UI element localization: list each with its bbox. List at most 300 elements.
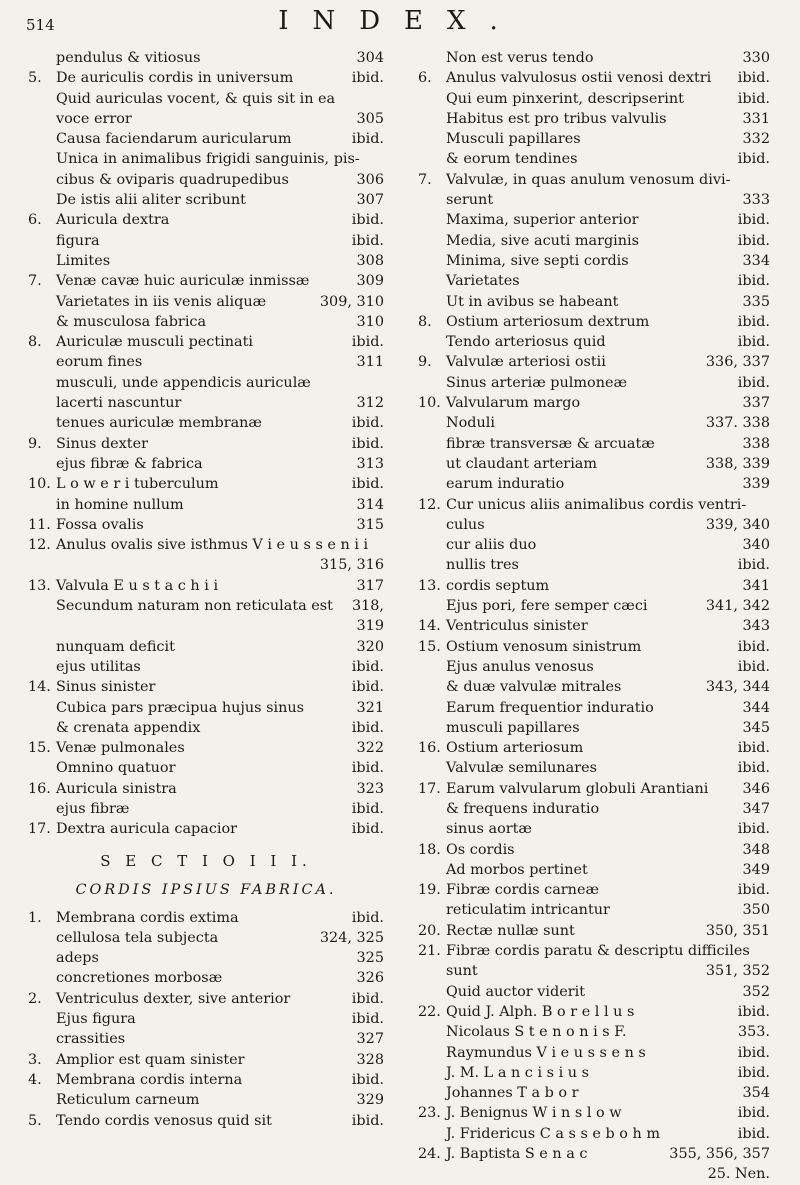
entry-number: 4. <box>28 1071 42 1088</box>
entry-page-ref: ibid. <box>351 131 384 148</box>
entry-text: musculi, unde appendicis auriculæ <box>56 374 311 391</box>
index-entry <box>418 129 770 149</box>
entry-text: Tendo arteriosus quid <box>446 334 606 351</box>
index-entry <box>28 555 384 575</box>
entry-text: Auricula dextra <box>56 212 170 229</box>
entry-text: lacerti nascuntur <box>56 395 182 412</box>
entry-text: crassities <box>56 1031 126 1048</box>
index-entry <box>28 210 384 230</box>
entry-text: & musculosa fabrica <box>56 313 207 330</box>
index-entry <box>418 819 770 839</box>
index-entry <box>418 352 770 372</box>
entry-page-ref: 306 <box>356 171 384 188</box>
entry-text: Ejus figura <box>56 1011 136 1028</box>
index-entry <box>28 332 384 352</box>
entry-page-ref: 339 <box>742 476 770 493</box>
entry-text: adeps <box>56 950 99 967</box>
entry-page-ref: ibid. <box>737 1125 770 1142</box>
entry-number: 17. <box>418 780 441 797</box>
entry-page-ref: ibid. <box>737 557 770 574</box>
entry-page-ref: ibid. <box>737 882 770 899</box>
entry-text: Qui eum pinxerint, descripserint <box>446 90 684 107</box>
entry-text: Limites <box>56 252 111 269</box>
entry-text: cur aliis duo <box>446 537 537 554</box>
entry-page-ref: ibid. <box>737 658 770 675</box>
entry-page-ref: 309 <box>356 273 384 290</box>
entry-text: Ostium venosum sinistrum <box>446 638 642 655</box>
entry-number: 8. <box>28 334 42 351</box>
entry-page-ref: 344 <box>742 699 770 716</box>
index-entry <box>418 921 770 941</box>
entry-page-ref: ibid. <box>737 212 770 229</box>
entry-text: fibræ transversæ & arcuatæ <box>446 435 655 452</box>
index-entry <box>418 616 770 636</box>
entry-page-ref: 334 <box>742 252 770 269</box>
index-entry <box>418 515 770 535</box>
index-entry <box>418 840 770 860</box>
entry-text: Auriculæ musculi pectinati <box>56 334 253 351</box>
entry-text: Ejus anulus venosus <box>446 658 594 675</box>
entry-text: Raymundus V i e u s s e n s <box>446 1044 646 1061</box>
entry-text: Maxima, superior anterior <box>446 212 639 229</box>
index-entry <box>28 535 384 555</box>
entry-text: Ostium arteriosum dextrum <box>446 313 650 330</box>
entry-number: 3. <box>28 1051 42 1068</box>
entry-page-ref: ibid. <box>351 435 384 452</box>
entry-number: 1. <box>28 909 42 926</box>
index-entry <box>28 312 384 332</box>
entry-page-ref: 347 <box>742 800 770 817</box>
entry-text: Membrana cordis extima <box>56 909 239 926</box>
index-entry <box>28 1090 384 1110</box>
index-entry <box>418 576 770 596</box>
index-entry <box>418 941 770 961</box>
entry-text: Auricula sinistra <box>56 780 177 797</box>
right-column <box>418 48 770 1185</box>
entry-number: 19. <box>418 882 441 899</box>
index-entry <box>418 982 770 1002</box>
entry-page-ref: 338, 339 <box>705 455 770 472</box>
index-entry <box>418 474 770 494</box>
entry-text: sunt <box>446 963 478 980</box>
index-entry <box>418 251 770 271</box>
index-entry <box>28 149 384 169</box>
running-head: INDEX. <box>278 6 522 36</box>
index-entry <box>28 819 384 839</box>
entry-number: 14. <box>28 679 51 696</box>
entry-page-ref: 337 <box>742 395 770 412</box>
entry-page-ref: 304 <box>356 50 384 66</box>
index-entry <box>418 292 770 312</box>
index-entry <box>418 332 770 352</box>
entry-text: Nicolaus S t e n o n i s F. <box>446 1024 627 1041</box>
entry-number: 16. <box>418 740 441 757</box>
entry-page-ref: ibid. <box>351 334 384 351</box>
index-entry <box>418 535 770 555</box>
entry-page-ref: 309, 310 <box>319 293 384 310</box>
entry-text: Unica in animalibus frigidi sanguinis, pis- <box>56 151 360 168</box>
index-entry <box>28 1070 384 1090</box>
entry-page-ref: 345 <box>742 719 770 736</box>
entry-text: Causa faciendarum auricularum <box>56 131 292 148</box>
entry-text: ejus fibræ <box>56 800 130 817</box>
entry-text: sinus aortæ <box>446 821 532 838</box>
index-entry <box>418 555 770 575</box>
entry-page-ref: 339, 340 <box>705 516 770 533</box>
entry-number: 12. <box>28 537 51 554</box>
entry-number: 5. <box>28 70 42 87</box>
entry-page-ref: 311 <box>356 354 384 371</box>
entry-text: & duæ valvulæ mitrales <box>446 679 622 696</box>
entry-page-ref: 330 <box>742 50 770 66</box>
index-entry <box>418 1124 770 1144</box>
entry-text: Minima, sive septi cordis <box>446 252 629 269</box>
entry-text: Earum valvularum globuli Arantiani <box>446 780 709 797</box>
index-entry <box>418 373 770 393</box>
entry-text: Sinus sinister <box>56 679 156 696</box>
entry-page-ref: 355, 356, 357 <box>669 1146 770 1163</box>
entry-page-ref: ibid. <box>351 70 384 87</box>
entry-page-ref: 341 <box>742 577 770 594</box>
entry-number: 16. <box>28 780 51 797</box>
index-entry <box>28 454 384 474</box>
index-entry <box>418 231 770 251</box>
entry-page-ref: ibid. <box>351 821 384 838</box>
index-entry <box>28 109 384 129</box>
entry-page-ref: ibid. <box>737 821 770 838</box>
entry-page-ref: 348 <box>742 841 770 858</box>
index-entry <box>418 718 770 738</box>
entry-text: Varietates <box>446 273 520 290</box>
entry-page-ref: ibid. <box>351 658 384 675</box>
entry-text: Non est verus tendo <box>446 50 594 66</box>
entry-number: 6. <box>28 212 42 229</box>
entry-text: cordis septum <box>446 577 550 594</box>
entry-page-ref: 321 <box>356 699 384 716</box>
entry-text: Venæ cavæ huic auriculæ inmissæ <box>56 273 310 290</box>
entry-page-ref: 317 <box>356 577 384 594</box>
index-entry <box>28 515 384 535</box>
entry-text: Ad morbos pertinet <box>446 861 588 878</box>
entry-page-ref: 310 <box>356 313 384 330</box>
entry-number: 20. <box>418 922 441 939</box>
entry-number: 13. <box>28 577 51 594</box>
index-entry <box>418 657 770 677</box>
entry-page-ref: 327 <box>356 1031 384 1048</box>
entry-page-ref: 315, 316 <box>319 557 384 574</box>
index-entry <box>28 968 384 988</box>
entry-text: Os cordis <box>446 841 515 858</box>
entry-text: Johannes T a b o r <box>446 1085 579 1102</box>
index-entry <box>418 68 770 88</box>
entry-text: Valvulæ arteriosi ostii <box>446 354 606 371</box>
entry-text: culus <box>446 516 485 533</box>
entry-text: Noduli <box>446 415 495 432</box>
entry-number: 12. <box>418 496 441 513</box>
entry-text: cibus & oviparis quadrupedibus <box>56 171 289 188</box>
index-entry <box>418 738 770 758</box>
entry-page-ref: 314 <box>356 496 384 513</box>
entry-text: J. Fridericus C a s s e b o h m <box>446 1125 661 1142</box>
entry-page-ref: 335 <box>742 293 770 310</box>
index-entry <box>418 109 770 129</box>
entry-text: figura <box>56 232 100 249</box>
entry-page-ref: 350 <box>742 902 770 919</box>
entry-text: Ut in avibus se habeant <box>446 293 619 310</box>
entry-page-ref: 346 <box>742 780 770 797</box>
entry-text: Reticulum carneum <box>56 1092 200 1109</box>
entry-text: Anulus valvulosus ostii venosi dextri <box>446 70 712 87</box>
entry-text: Fibræ cordis paratu & descriptu difficiles <box>446 943 750 960</box>
entry-page-ref: 338 <box>742 435 770 452</box>
entry-page-ref: 308 <box>356 252 384 269</box>
entry-page-ref: ibid. <box>351 476 384 493</box>
index-entry <box>418 900 770 920</box>
entry-page-ref: ibid. <box>737 151 770 168</box>
entry-text: tenues auriculæ membranæ <box>56 415 262 432</box>
entry-text: Ostium arteriosum <box>446 740 584 757</box>
entry-text: Quid J. Alph. B o r e l l u s <box>446 1003 635 1020</box>
entry-number: 2. <box>28 990 42 1007</box>
entry-text: Valvula E u s t a c h i i <box>56 577 219 594</box>
entry-text: L o w e r i tuberculum <box>56 476 219 493</box>
entry-text: Membrana cordis interna <box>56 1071 243 1088</box>
entry-number: 23. <box>418 1105 441 1122</box>
entry-text: Sinus dexter <box>56 435 148 452</box>
entry-text: concretiones morbosæ <box>56 970 223 987</box>
entry-page-ref: ibid. <box>351 212 384 229</box>
entry-page-ref: 313 <box>356 455 384 472</box>
entry-page-ref: 337. 338 <box>705 415 770 432</box>
entry-page-ref: 320 <box>356 638 384 655</box>
index-entry <box>28 779 384 799</box>
entry-text: Quid auctor viderit <box>446 983 585 1000</box>
entry-page-ref: 343, 344 <box>705 679 770 696</box>
entry-text: Amplior est quam sinister <box>56 1051 245 1068</box>
index-entry <box>28 596 384 616</box>
entry-page-ref: 323 <box>356 780 384 797</box>
index-entry <box>418 495 770 515</box>
entry-text: Valvularum margo <box>446 395 581 412</box>
entry-text: Tendo cordis venosus quid sit <box>56 1112 272 1129</box>
index-entry <box>418 312 770 332</box>
index-entry <box>418 677 770 697</box>
entry-page-ref: ibid. <box>737 70 770 87</box>
entry-text: in homine nullum <box>56 496 184 513</box>
entry-text: Secundum naturam non reticulata est <box>56 598 333 615</box>
index-entry <box>418 1063 770 1083</box>
entry-text: earum induratio <box>446 476 565 493</box>
entry-page-ref: 354 <box>742 1085 770 1102</box>
index-entry <box>418 190 770 210</box>
index-entry <box>418 637 770 657</box>
entry-number: 13. <box>418 577 441 594</box>
index-entry <box>418 860 770 880</box>
entry-text: J. Benignus W i n s l o w <box>446 1105 622 1122</box>
index-entry <box>418 1022 770 1042</box>
index-entry <box>418 434 770 454</box>
entry-text: & eorum tendines <box>446 151 578 168</box>
index-entry <box>28 352 384 372</box>
entry-page-ref: ibid. <box>737 374 770 391</box>
entry-page-ref: 318, <box>351 598 384 615</box>
entry-text: nullis tres <box>446 557 519 574</box>
index-entry <box>28 474 384 494</box>
entry-page-ref: ibid. <box>351 1011 384 1028</box>
entry-page-ref: ibid. <box>737 232 770 249</box>
entry-number: 7. <box>418 171 432 188</box>
index-entry <box>418 170 770 190</box>
index-entry <box>28 89 384 109</box>
entry-number: 9. <box>28 435 42 452</box>
index-entry <box>418 779 770 799</box>
right-entry-list <box>418 48 770 1185</box>
entry-page-ref: ibid. <box>737 313 770 330</box>
entry-text: & frequens induratio <box>446 800 600 817</box>
entry-page-ref: 325 <box>356 950 384 967</box>
entry-text: voce error <box>56 110 132 127</box>
entry-page-ref: ibid. <box>737 1064 770 1081</box>
entry-page-ref: 322 <box>356 740 384 757</box>
entry-page-ref: ibid. <box>737 1003 770 1020</box>
entry-page-ref: 331 <box>742 110 770 127</box>
entry-page-ref: ibid. <box>351 1071 384 1088</box>
entry-text: nunquam deficit <box>56 638 175 655</box>
entry-page-ref: ibid. <box>351 800 384 817</box>
index-entry <box>28 271 384 291</box>
entry-page-ref: ibid. <box>737 638 770 655</box>
entry-text: reticulatim intricantur <box>446 902 610 919</box>
index-entry <box>418 1144 770 1164</box>
entry-text: Sinus arteriæ pulmoneæ <box>446 374 628 391</box>
entry-page-ref: 352 <box>742 983 770 1000</box>
index-entry <box>418 1002 770 1022</box>
entry-number: 8. <box>418 313 432 330</box>
entry-page-ref: ibid. <box>351 719 384 736</box>
entry-page-ref: 326 <box>356 970 384 987</box>
entry-number: 5. <box>28 1112 42 1129</box>
entry-page-ref: 353. <box>737 1024 770 1041</box>
index-entry <box>28 1050 384 1070</box>
entry-page-ref: ibid. <box>737 1105 770 1122</box>
entry-text: Varietates in iis venis aliquæ <box>56 293 267 310</box>
entry-number: 22. <box>418 1003 441 1020</box>
section-subtitle: CORDIS IPSIUS FABRICA. <box>75 881 337 898</box>
entry-number: 10. <box>418 395 441 412</box>
entry-text: ut claudant arteriam <box>446 455 598 472</box>
entry-page-ref: ibid. <box>737 90 770 107</box>
index-entry <box>28 495 384 515</box>
entry-text: Quid auriculas vocent, & quis sit in ea <box>56 90 336 107</box>
entry-text: Cubica pars præcipua hujus sinus <box>56 699 304 716</box>
entry-page-ref: 343 <box>742 618 770 635</box>
entry-page-ref: 315 <box>356 516 384 533</box>
index-entry <box>28 170 384 190</box>
entry-text: Cur unicus aliis animalibus cordis ventri- <box>446 496 747 513</box>
entry-number: 14. <box>418 618 441 635</box>
entry-text: Habitus est pro tribus valvulis <box>446 110 667 127</box>
entry-number: 17. <box>28 821 51 838</box>
entry-page-ref: 305 <box>356 110 384 127</box>
index-entry <box>28 251 384 271</box>
index-entry <box>28 989 384 1009</box>
entry-page-ref: 351, 352 <box>705 963 770 980</box>
entry-page-ref: 307 <box>356 192 384 209</box>
left-entry-list-2 <box>28 908 384 1131</box>
entry-number: 18. <box>418 841 441 858</box>
index-entry <box>28 190 384 210</box>
entry-text: Valvulæ, in quas anulum venosum divi- <box>446 171 731 188</box>
index-entry <box>28 677 384 697</box>
index-entry <box>28 1029 384 1049</box>
index-entry <box>28 373 384 393</box>
entry-text: De auriculis cordis in universum <box>56 70 294 87</box>
page-number: 514 <box>26 16 55 34</box>
entry-text: J. Baptista S e n a c <box>446 1146 588 1163</box>
entry-text: Valvulæ semilunares <box>446 760 598 777</box>
entry-page-ref: 25. Nen. <box>707 1166 770 1183</box>
entry-text: eorum fines <box>56 354 143 371</box>
index-entry <box>28 928 384 948</box>
entry-number: 10. <box>28 476 51 493</box>
entry-page-ref: 319 <box>356 618 384 635</box>
entry-text: Musculi papillares <box>446 131 581 148</box>
index-entry <box>28 637 384 657</box>
index-entry <box>418 596 770 616</box>
index-entry <box>418 271 770 291</box>
entry-number: 24. <box>418 1146 441 1163</box>
index-entry <box>418 758 770 778</box>
entry-text: musculi papillares <box>446 719 580 736</box>
entry-text: Dextra auricula capacior <box>56 821 238 838</box>
entry-page-ref: 341, 342 <box>705 598 770 615</box>
entry-number: 21. <box>418 943 441 960</box>
entry-page-ref: ibid. <box>351 760 384 777</box>
entry-text: Omnino quatuor <box>56 760 176 777</box>
entry-text: serunt <box>446 192 494 209</box>
index-entry <box>418 698 770 718</box>
entry-number: 6. <box>418 70 432 87</box>
index-entry <box>28 657 384 677</box>
index-entry <box>418 210 770 230</box>
entry-text: De istis alii aliter scribunt <box>56 192 246 209</box>
entry-number: 15. <box>418 638 441 655</box>
entry-page-ref: ibid. <box>351 415 384 432</box>
entry-page-ref: 324, 325 <box>319 929 384 946</box>
entry-text: Fossa ovalis <box>56 516 144 533</box>
entry-page-ref: 349 <box>742 861 770 878</box>
entry-text: Anulus ovalis sive isthmus V i e u s s e n i i <box>56 537 369 554</box>
left-column <box>28 48 384 1131</box>
entry-page-ref: ibid. <box>351 679 384 696</box>
index-entry <box>28 616 384 636</box>
entry-text: Ventriculus sinister <box>446 618 588 635</box>
index-entry <box>418 1164 770 1184</box>
index-entry <box>28 434 384 454</box>
entry-page-ref: ibid. <box>737 740 770 757</box>
entry-text: J. M. L a n c i s i u s <box>446 1064 589 1081</box>
entry-page-ref: ibid. <box>351 232 384 249</box>
entry-text: & crenata appendix <box>56 719 201 736</box>
index-entry <box>418 961 770 981</box>
entry-page-ref: 332 <box>742 131 770 148</box>
entry-text: Rectæ nullæ sunt <box>446 922 575 939</box>
index-entry <box>418 393 770 413</box>
left-entry-list <box>28 48 384 840</box>
entry-number: 9. <box>418 354 432 371</box>
index-entry <box>418 880 770 900</box>
index-entry <box>418 89 770 109</box>
